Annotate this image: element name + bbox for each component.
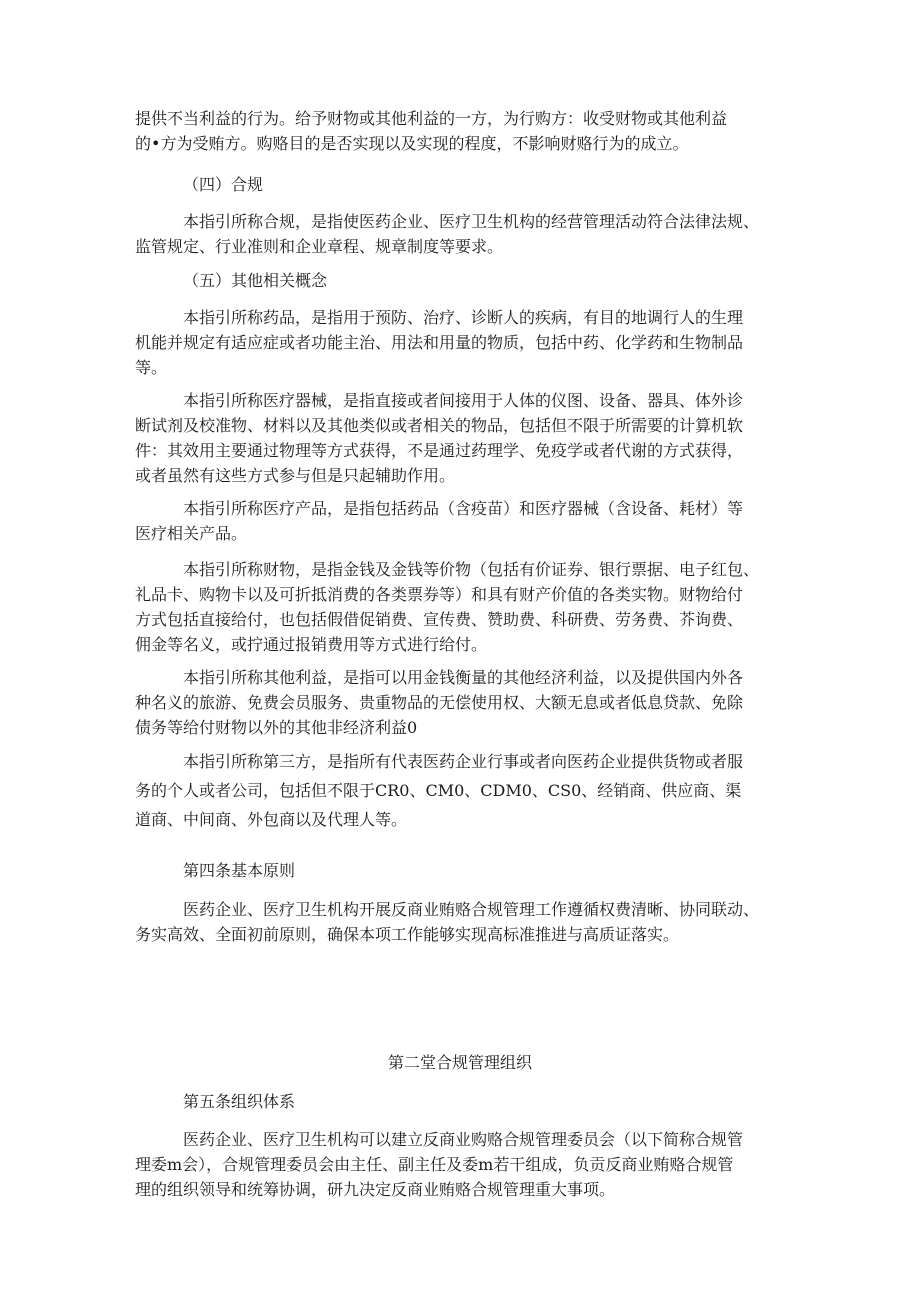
text-line: 监管规定、行业准则和企业章程、规章制度等要求。 (135, 237, 504, 256)
text-line: 理委m会），合规管理委员会由主任、副主任及委m若干组成，负贡反商业贿赂合规管 (135, 1155, 734, 1174)
paragraph-drug-definition (135, 305, 785, 380)
text-line: 理的组织领导和统筹协调，研九决定反商业贿赂合规管理重大事项。 (135, 1180, 616, 1199)
section-heading-other-concepts (183, 268, 833, 293)
text-line: 的•方为受贿方。购赂目的是否实现以及实现的程度，不影响财赂行为的成立。 (135, 134, 689, 153)
text-line: 医疗相关产品。 (135, 524, 248, 543)
text-line: 断试剂及校准物、材料以及其他类似或者相关的物品，包括但不限于所需要的计算机软 (135, 416, 744, 435)
text-line: 佣金等名义，或拧通过报销费用等方式进行给付。 (135, 635, 488, 654)
text-line: 债务等给付财物以外的其他非经济利益0 (135, 718, 418, 737)
paragraph-bribery-definition-cont (135, 106, 785, 156)
chapter-2-title: 第二堂合规管理组织 (387, 1053, 532, 1072)
text-line: 件：其效用主要通过物理等方式获得，不是通过药理学、免疫学或者代谢的方式获得， (135, 441, 744, 460)
text-line: 本指引所称药品，是指用于预防、治疗、诊断人的疾病，有目的地调行人的生理 (183, 308, 744, 327)
text-line: 医药企业、医疗卫生机构开展反商业贿赂合规管理工作遵循权费清晰、协同联动、 (183, 900, 760, 919)
article-5-title (183, 1089, 833, 1114)
text-line: 种名义的旅游、免费会员服务、贵重物品的无偿使用权、大额无息或者低息贷款、免除 (135, 693, 744, 712)
text-line: 本指引所称第三方，是指所有代表医药企业行事或者向医药企业提供货物或者服 (183, 752, 744, 771)
text-line: 本指引所称财物，是指金钱及金钱等价物（包括有价证券、银行票据、电子红包、 (183, 560, 760, 579)
section-heading: （四）合规 (183, 175, 264, 194)
paragraph-medical-device-definition (135, 388, 785, 488)
text-line: 或者虽然有这些方式参与但是只起辅助作用。 (135, 466, 456, 485)
text-line: 道商、中间商、外包商以及代理人等。 (135, 810, 408, 829)
text-line: 本指引所称医疗器械，是指直接或者间接用于人体的仪图、设备、器具、体外诊 (183, 391, 744, 410)
paragraph-third-party-definition (135, 747, 785, 834)
text-line: 本指引所称其他利益，是指可以用金钱衡量的其他经济利益，以及提供国内外各 (183, 668, 744, 687)
text-line: 务实高效、全面初前原则，确保本项工作能够实现高标准推进与高质证落实。 (135, 925, 680, 944)
text-line: 本指引所称合规，是指使医药企业、医疗卫生机构的经营管理活动符合法律法规、 (183, 212, 760, 231)
article-heading: 第五条组织体系 (183, 1092, 296, 1111)
section-heading-compliance (183, 172, 833, 197)
paragraph-compliance-definition (135, 209, 785, 259)
text-line: 提供不当利益的行为。给予财物或其他利益的一方，为行购方：收受财物或其他利益 (135, 109, 728, 128)
text-line: 机能并规定有适应症或者功能主治、用法和用量的物质，包括中药、化学药和生物制品 (135, 333, 744, 352)
article-4-title (183, 858, 833, 883)
paragraph-property-definition (135, 557, 785, 657)
text-line: 礼品卡、购物卡以及可折抵消费的各类票券等）和具有财产价值的各类实物。财物给付 (135, 585, 744, 604)
text-line: 务的个人或者公司，包括但不限于CR0、CM0、CDM0、CS0、经销商、供应商、渠 (135, 781, 742, 800)
text-line: 本指引所称医疗产品，是指包括药品（含疫苗）和医疗器械（含设备、耗材）等 (183, 499, 744, 518)
paragraph-basic-principles (135, 897, 785, 947)
paragraph-medical-product-definition (135, 496, 785, 546)
section-heading: （五）其他相关概念 (183, 271, 328, 290)
text-line: 等。 (135, 358, 168, 377)
paragraph-organization-system (135, 1127, 785, 1202)
text-line: 医药企业、医疗卫生机构可以建立反商业购赂合规管理委员会（以下简称合规管 (183, 1130, 744, 1149)
paragraph-other-benefits-definition (135, 665, 785, 740)
text-line: 方式包括直接给付，也包括假借促销费、宣传费、赞助费、科研费、劳务费、芥询费、 (135, 610, 744, 629)
article-heading: 第四条基本原则 (183, 861, 296, 880)
